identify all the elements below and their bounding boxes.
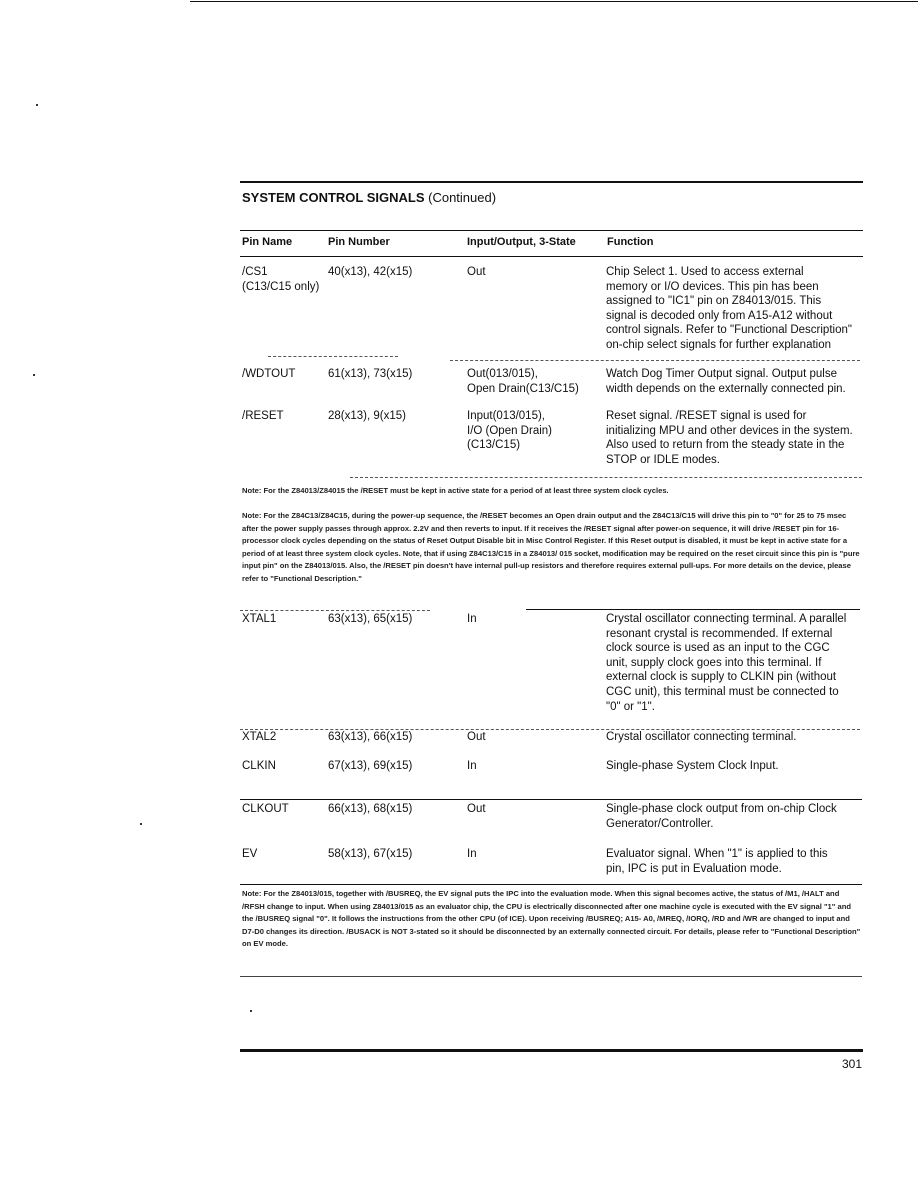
pin-function: Single-phase clock output from on-chip Clock Generator/Controller. <box>606 803 837 830</box>
pin-number: 63(x13), 66(x15) <box>328 731 413 743</box>
scan-speck <box>33 374 35 376</box>
pin-io: Out(013/015), Open Drain(C13/C15) <box>467 368 579 395</box>
row-rule <box>240 799 862 800</box>
pin-name: XTAL1 <box>242 613 277 625</box>
header-function: Function <box>607 236 654 248</box>
row-separator <box>240 610 430 611</box>
row-separator <box>350 477 862 478</box>
header-pin-number: Pin Number <box>328 236 390 248</box>
page-number: 301 <box>841 1057 862 1071</box>
pin-function: Evaluator signal. When "1" is applied to this pin, IPC is put in Evaluation mode. <box>606 848 828 875</box>
pin-name: CLKOUT <box>242 803 289 815</box>
pin-function: Reset signal. /RESET signal is used for initializing MPU and other devices in the system. Also used to return from the steady state in the STOP or IDLE modes. <box>606 410 853 466</box>
pin-name: /CS1 (C13/C15 only) <box>242 266 320 293</box>
footer-rule <box>240 1049 863 1052</box>
section-top-rule <box>240 181 863 183</box>
pin-number: 66(x13), 68(x15) <box>328 803 413 815</box>
pin-function: Chip Select 1. Used to access external memory or I/O devices. This pin has been assigned to "IC1" pin on Z84013/015. This signal is decoded only from A15-A12 without control signals. Refer to "Functional Description" on-chip select signals for further explanation <box>606 266 852 351</box>
row-rule <box>240 884 862 885</box>
pin-function: Crystal oscillator connecting terminal. <box>606 731 797 743</box>
note-ev-mode: Note: For the Z84013/015, together with /BUSREQ, the EV signal puts the IPC into the evaluation mode. When this signal becomes active, the status of /M1, /HALT and /RFSH change to input. When using Z84013/015 as an evaluator chip, the CPU is electrically disconnected after one machine cycle is executed with the EV signal "1" and the /BUSREQ signal "0". It follows the instructions from the other CPU (of ICE). Upon receiving /BUSREQ; A15- A0, /MREQ, /IORQ, /RD and /WR are changed to input and D7-D0 changes its direction. /BUSACK is NOT 3-stated so it should be disconnected by an externally connected circuit. For details, please refer to "Functional Description" on EV mode. <box>242 889 861 948</box>
section-title-suffix: (Continued) <box>428 190 497 205</box>
pin-number: 61(x13), 73(x15) <box>328 368 413 380</box>
pin-function: Crystal oscillator connecting terminal. A parallel resonant crystal is recommended. If external clock source is used as an input to the CGC unit, supply clock goes into this terminal. If external clock is supply to CLKIN pin (without CGC unit), this terminal must be connected to "0" or "1". <box>606 613 847 713</box>
scan-speck <box>250 1010 252 1012</box>
pin-name: CLKIN <box>242 760 276 772</box>
pin-number: 28(x13), 9(x15) <box>328 410 406 422</box>
pin-io: Out <box>467 266 486 278</box>
scan-speck <box>140 823 142 825</box>
note-power-up: Note: For the Z84C13/Z84C15, during the power-up sequence, the /RESET becomes an Open drain output and the Z84C13/C15 will drive this pin to "0" for 25 to 75 msec after the power supply passes through approx. 2.2V and then reverts to input. If it receives the /RESET signal after power-on sequence, it will drive /RESET pin for 16-processor clock cycles depending on the status of Reset Output Disable bit in Misc Control Register. If this Reset output is disabled, it must be kept in active state for a period of at least three system clock cycles. Note, that if using Z84C13/C15 in a Z84013/ 015 socket, modification may be required on the reset circuit since this pin is "pure input pin" on the Z84013/015. Also, the /RESET pin doesn't have internal pull-up resistors and therefore requires external pull-ups. For more details on the device, please refer to "Functional Description." <box>242 511 860 583</box>
pin-name: EV <box>242 848 258 860</box>
pin-number: 40(x13), 42(x15) <box>328 266 413 278</box>
pin-io: In <box>467 848 477 860</box>
pin-io: In <box>467 613 477 625</box>
section-title <box>242 190 496 205</box>
header-bottom-rule <box>240 256 863 257</box>
header-top-rule <box>240 230 863 231</box>
pin-name: XTAL2 <box>242 731 277 743</box>
row-separator <box>268 356 398 357</box>
header-io: Input/Output, 3-State <box>467 236 576 248</box>
pin-number: 58(x13), 67(x15) <box>328 848 413 860</box>
pin-function: Single-phase System Clock Input. <box>606 760 779 772</box>
section-title-bold: SYSTEM CONTROL SIGNALS <box>242 190 425 205</box>
row-rule <box>526 609 860 610</box>
pin-io: Out <box>467 803 486 815</box>
row-separator <box>450 360 860 361</box>
pin-name: /RESET <box>242 410 284 422</box>
header-pin-name: Pin Name <box>242 236 293 248</box>
pin-name: /WDTOUT <box>242 368 296 380</box>
pin-number: 67(x13), 69(x15) <box>328 760 413 772</box>
notes-bottom-rule <box>240 976 862 977</box>
note-reset: Note: For the Z84013/Z84015 the /RESET must be kept in active state for a period of at least three system clock cycles. <box>242 486 669 495</box>
pin-function: Watch Dog Timer Output signal. Output pulse width depends on the externally connected pin. <box>606 368 846 395</box>
pin-io: Input(013/015), I/O (Open Drain) (C13/C15) <box>467 410 552 452</box>
scan-speck <box>36 104 38 106</box>
pin-io: Out <box>467 731 486 743</box>
top-border-line <box>190 1 918 2</box>
pin-number: 63(x13), 65(x15) <box>328 613 413 625</box>
pin-io: In <box>467 760 477 772</box>
